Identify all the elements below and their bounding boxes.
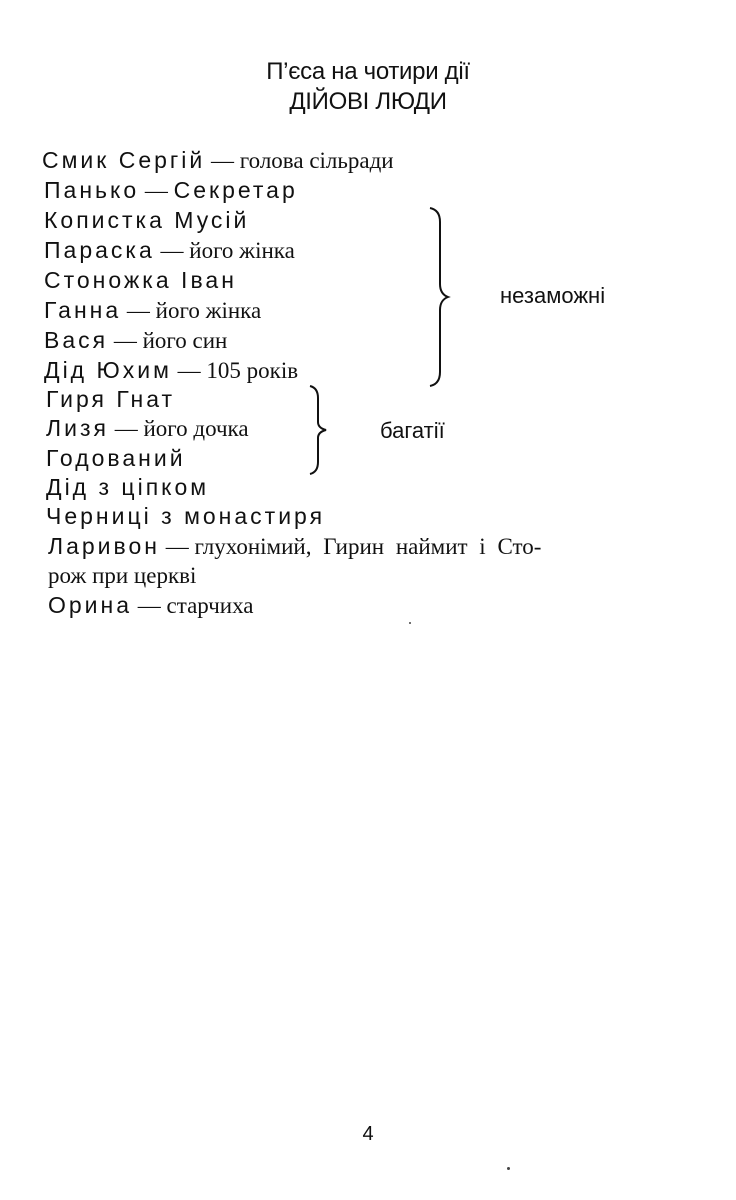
separator: — <box>154 238 190 263</box>
poor-group-brace <box>422 206 458 388</box>
separator: — <box>121 298 156 323</box>
character-role: його жінка <box>189 238 295 263</box>
character-name: Параска <box>44 237 155 263</box>
separator: — <box>108 416 144 441</box>
scan-speck <box>507 1167 510 1170</box>
separator: — <box>171 358 207 383</box>
character-name: Ганна <box>44 297 122 323</box>
character-role: його жінка <box>155 298 262 323</box>
character-name: Ларивон <box>48 533 160 559</box>
cast-line <box>44 266 237 295</box>
character-role: Секретар <box>173 177 298 203</box>
cast-line <box>46 473 209 502</box>
character-name: Вася <box>44 327 109 353</box>
character-role: голова сільради <box>239 148 394 173</box>
scan-speck <box>409 622 411 624</box>
cast-line <box>44 206 249 235</box>
cast-line <box>42 146 394 175</box>
character-name: Орина <box>48 592 133 618</box>
character-name: Стоножка Іван <box>44 267 237 293</box>
cast-line <box>46 444 186 473</box>
cast-line-continuation <box>48 561 196 590</box>
character-role: його дочка <box>143 416 249 441</box>
separator: — <box>159 534 195 559</box>
rich-group-label: багатії <box>380 418 445 443</box>
character-name: Гиря Гнат <box>46 386 176 412</box>
character-name: Дід з ціпком <box>46 474 210 500</box>
character-name: Черниці з монастиря <box>46 503 326 529</box>
page-number: 4 <box>362 1123 374 1145</box>
character-role: старчиха <box>166 593 254 618</box>
play-subtitle: П’єса на чотири дії <box>266 58 470 85</box>
character-role: рож при церкві <box>48 563 197 588</box>
separator: — <box>139 178 174 203</box>
cast-line <box>44 176 298 205</box>
separator: — <box>108 328 143 353</box>
cast-line <box>44 356 298 385</box>
character-name: Дід Юхим <box>44 357 172 383</box>
cast-line <box>46 414 249 443</box>
separator: — <box>205 148 240 173</box>
character-role: 105 років <box>206 358 299 383</box>
poor-group-label: незаможні <box>500 283 606 308</box>
cast-line <box>44 326 227 355</box>
separator: — <box>132 593 167 618</box>
cast-line <box>44 296 261 325</box>
rich-group-brace <box>306 384 336 476</box>
cast-line <box>44 236 295 265</box>
cast-line <box>46 502 325 531</box>
character-name: Смик Сергій <box>42 147 206 173</box>
cast-heading: ДІЙОВІ ЛЮДИ <box>289 88 447 115</box>
character-name: Панько <box>44 177 140 203</box>
character-name: Годований <box>46 445 186 471</box>
character-name: Лизя <box>46 415 109 441</box>
character-role: його син <box>142 328 228 353</box>
cast-line <box>46 385 175 414</box>
character-role: глухонімий, Гирин наймит і Сто- <box>194 534 542 559</box>
cast-line <box>48 591 254 620</box>
character-name: Копистка Мусій <box>44 207 250 233</box>
cast-line <box>48 532 541 561</box>
